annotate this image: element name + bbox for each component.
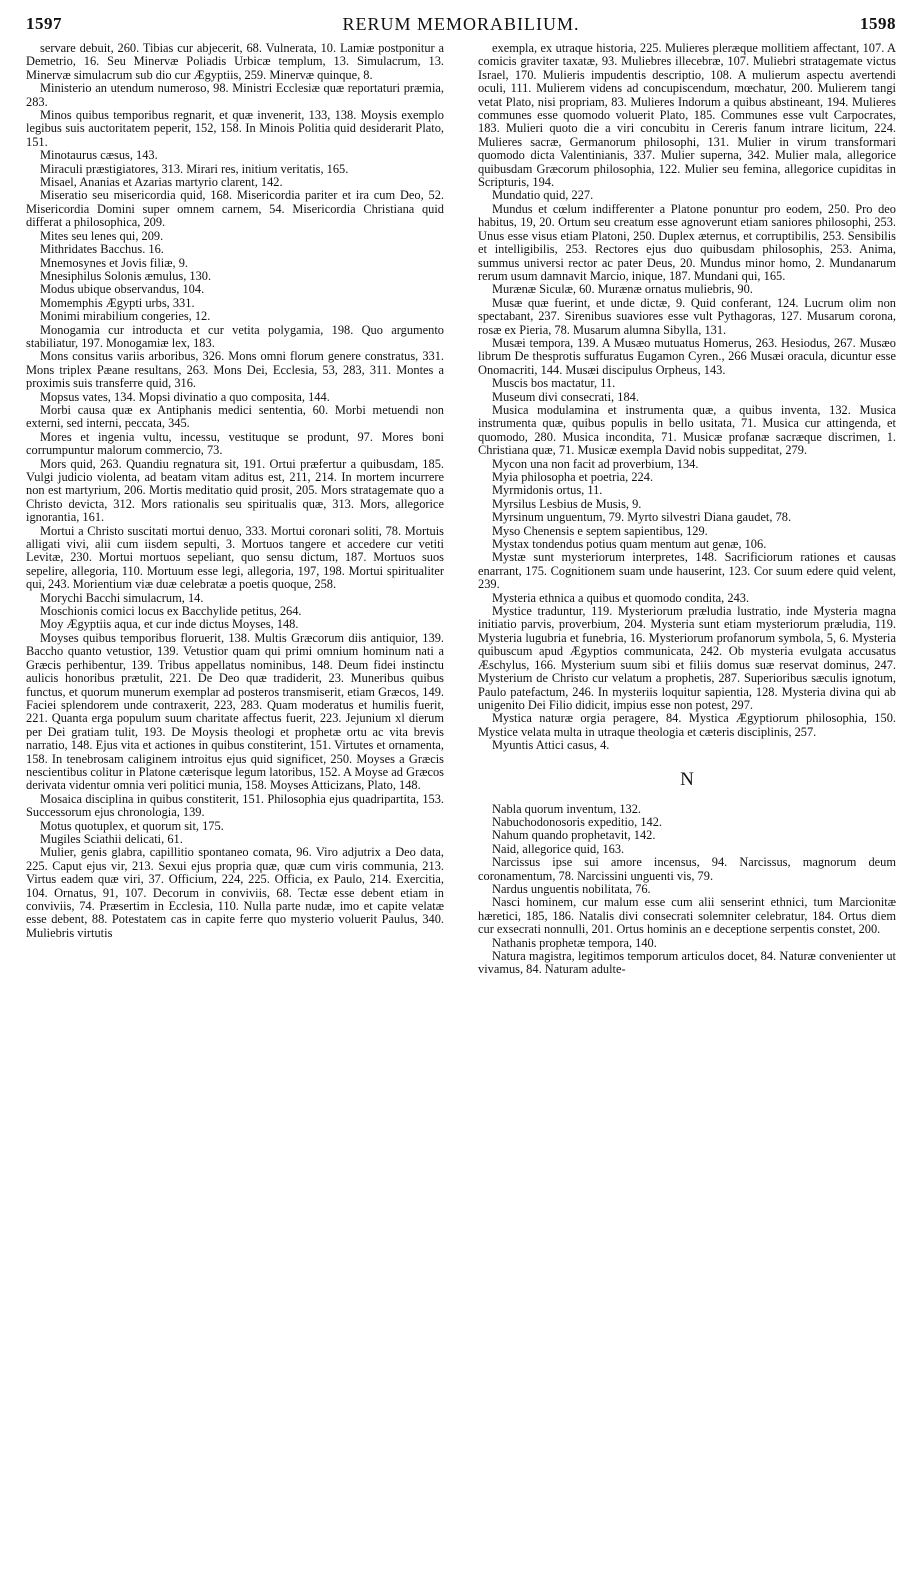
- index-entry: Myia philosopha et poetria, 224.: [492, 470, 654, 484]
- index-entry: Mores et ingenia vultu, incessu, vestituque se produnt, 97. Mores boni corrumpuntur malorum commercio, 73.: [26, 429, 444, 458]
- index-entry: Mites seu lenes qui, 209.: [40, 228, 164, 243]
- index-entry: Nathanis prophetæ tempora, 140.: [492, 935, 657, 950]
- running-title: RERUM MEMORABILIUM.: [342, 14, 580, 34]
- index-entry: Minos quibus temporibus regnarit, et quæ invenerit, 133, 138. Moysis exemplo legibus suis auctoritatem peperit, 152, 158. In Minois Politia quid desiderarit Plato, 151.: [26, 108, 444, 149]
- index-entry: Nasci hominem, cur malum esse cum alii senserint ethnici, tum Marcionitæ hæretici, 185, 186. Natalis divi consecrati solemniter celebratur, 184. Ortus diem cur exsecrati nonnulli, 201. Ortus hominis an e deceptione serpentis constet, 200.: [478, 895, 896, 937]
- index-entry: Muscis bos mactatur, 11.: [492, 376, 616, 391]
- index-entry: Minotaurus cæsus, 143.: [40, 148, 158, 163]
- index-entry: Monimi mirabilium congeries, 12.: [40, 309, 211, 324]
- index-entry: Mnesiphilus Solonis æmulus, 130.: [40, 268, 212, 283]
- index-entry: Mugiles Sciathii delicati, 61.: [40, 831, 183, 846]
- index-entry: Mystica naturæ orgia peragere, 84. Mystica Ægyptiorum philosophia, 150. Mystice velata multa in utraque theologia et cæteris disciplinis, 257.: [478, 711, 896, 739]
- index-entry: Myuntis Attici casus, 4.: [492, 738, 610, 753]
- index-entry: Murænæ Siculæ, 60. Murænæ ornatus muliebris, 90.: [492, 282, 753, 297]
- index-entry: Nabla quorum inventum, 132.: [492, 801, 642, 816]
- index-entry: Myrmidonis ortus, 11.: [492, 483, 603, 498]
- index-entry: Myrsilus Lesbius de Musis, 9.: [492, 496, 642, 511]
- index-entry: Modus ubique observandus, 104.: [40, 282, 205, 297]
- index-entry: Natura magistra, legitimos temporum articulos docet, 84. Naturæ convenienter ut vivamus, 84. Naturam adulte-: [478, 949, 896, 977]
- index-entry: Mystice traduntur, 119. Mysteriorum præludia lustratio, inde Mysteria magna initiatio parvis, proverbium, 204. Mysteria sunt etiam mysteriorum præludia, 119. Mysteria lugubria et funebria, 16. Mysteriorum profanorum symbola, 5, 6. Mysteria quibuscum apud Ægyptios communicata, 242. Ob mysteria evulgata accusatus Æschylus, 166. Mysterium suum sibi et filiis domus suæ reservat dominus, 247. Mysterium de Christo cur velatum a prophetis, 287. Superioribus sæculis ignotum, Paulo patefactum, 246. In mysteriis loquitur sapientia, 128. Mysteria divina qui ab unigenito Dei Filio didicit, impius esse non potest, 297.: [478, 604, 896, 712]
- index-entry: Musæ quæ fuerint, et unde dictæ, 9. Quid conferant, 124. Lucrum olim non spectabant, 237. Sirenibus suaviores esse vult Pythagoras, 127. Musarum corona, rosæ ex Pieria, 78. Musarum alumna Sibylla, 131.: [478, 295, 896, 337]
- index-entry: Monogamia cur introducta et cur vetita polygamia, 198. Quo argumento stabiliatur, 197. Monogamiæ lex, 183.: [26, 322, 444, 350]
- index-entry: Narcissus ipse sui amore incensus, 94. Narcissus, magnorum deum coronamentum, 78. Narcissini unguenti vis, 79.: [478, 855, 896, 883]
- index-entry: Mopsus vates, 134. Mopsi divinatio a quo composita, 144.: [40, 389, 330, 404]
- index-entry: Naid, allegorice quid, 163.: [492, 841, 625, 856]
- index-entry: Motus quotuplex, et quorum sit, 175.: [40, 818, 224, 833]
- index-entry: Nabuchodonosoris expeditio, 142.: [492, 814, 663, 829]
- index-entry: Mundus et cœlum indifferenter a Platone ponuntur pro eodem, 250. Pro deo habitus, 19, 20. Ortum seu creatum esse agnoverunt etiam saniores philosophi, 253. Unus esse visus etiam Platoni, 250. Duplex æternus, et corruptibilis, 253. Sensibilis et intelligibilis, 253. Rectores ejus duo quibusdam philosophis, 253. Anima, summus universi rector ac pater Deus, 20. Mundus minor homo, 2. Mundanarum rerum usum damnavit Marcio, inique, 187. Mundani qui, 165.: [478, 201, 896, 283]
- index-entry: Mons consitus variis arboribus, 326. Mons omni florum genere constratus, 331. Mons triplex Pæane resultans, 263. Mons Dei, Ecclesia, 53, 283, 311. Montes a proximis suis transferre quid, 316.: [26, 349, 444, 391]
- index-entry: Miseratio seu misericordia quid, 168. Misericordia pariter et ira cum Deo, 52. Misericordia Domini super omnem carnem, 54. Misericordia Christiana quid differat a philosophica, 209.: [26, 188, 444, 230]
- index-entry: Morbi causa quæ ex Antiphanis medici sententia, 60. Morbi metuendi non externi, sed interni, peccata, 345.: [26, 402, 444, 431]
- index-entry: Morychi Bacchi simulacrum, 14.: [40, 590, 204, 605]
- index-entry: Musæi tempora, 139. A Musæo mutuatus Homerus, 263. Hesiodus, 267. Musæo librum De thesprotis suffuratus Eugamon Cyren., 266 Musæi oracula, dicuntur esse Onomacriti, 144. Musæi discipulus Orpheus, 143.: [478, 335, 896, 377]
- index-entry: Mors quid, 263. Quandiu regnatura sit, 191. Ortui præfertur a quibusdam, 185. Vulgi judicio violenta, ad beatam vitam aditus est, 211, 214. In mortem incurrere non est martyrium, 206. Mortis meditatio quid prosit, 205. Mors stratagemate quo a Christo devicta, 312. Mors rationalis seu spiritualis quæ, 313. Mors, allegorice ignorantia, 161.: [26, 456, 444, 525]
- index-entry: Musica modulamina et instrumenta quæ, a quibus inventa, 132. Musica instrumenta quæ, quibus populis in bello usitata, 71. Musica cur attingenda, et quomodo, 280. Musica incondita, 71. Musicæ profanæ sacræque discrimen, 1. Christiana quæ, 71. Musicæ exempla David nobis suppeditat, 279.: [478, 402, 896, 458]
- index-entry: Mnemosynes et Jovis filiæ, 9.: [40, 255, 188, 270]
- index-entry: Ministerio an utendum numeroso, 98. Ministri Ecclesiæ quæ reportaturi præmia, 283.: [26, 81, 444, 109]
- index-entry: Mystæ sunt mysteriorum interpretes, 148. Sacrificiorum rationes et causas enarrant, 175. Cognitionem suam unde hauserint, 123. Cor suum edere quid velent, 239.: [478, 550, 896, 592]
- index-entry: Momemphis Ægypti urbs, 331.: [40, 295, 195, 310]
- index-entry: Miraculi præstigiatores, 313. Mirari res, initium veritatis, 165.: [40, 161, 349, 176]
- index-entry: Misael, Ananias et Azarias martyrio clarent, 142.: [40, 175, 283, 190]
- index-entry: Mystax tondendus potius quam mentum aut genæ, 106.: [492, 537, 767, 552]
- index-entry: Mysteria ethnica a quibus et quomodo condita, 243.: [492, 590, 750, 605]
- page-header: [26, 14, 896, 38]
- index-entry: Mundatio quid, 227.: [492, 188, 594, 203]
- section-letter-heading: N: [680, 768, 694, 790]
- page-number-right: 1598: [860, 14, 896, 33]
- index-entry: Mosaica disciplina in quibus constiterit, 151. Philosophia ejus quadripartita, 153. Successorum ejus chronologia, 139.: [26, 791, 444, 820]
- index-entry: Myso Chenensis e septem sapientibus, 129.: [492, 523, 708, 538]
- index-entry: Mithridates Bacchus. 16.: [40, 242, 164, 257]
- index-entry: Moy Ægyptiis aqua, et cur inde dictus Moyses, 148.: [40, 617, 299, 632]
- index-entry: Moschionis comici locus ex Bacchylide petitus, 264.: [40, 604, 302, 619]
- index-entry: servare debuit, 260. Tibias cur abjecerit, 68. Vulnerata, 10. Lamiæ postponitur a Demetrio, 16. Seu Minervæ Poliadis Urbicæ templum, 13. Simulacrum, 13. Minervæ simulacrum sub dio cur Ægyptiis, 259. Minervæ quinque, 8.: [26, 42, 444, 82]
- index-entry: Myrsinum unguentum, 79. Myrto silvestri Diana gaudet, 78.: [492, 510, 792, 525]
- index-entry: Nardus unguentis nobilitata, 76.: [492, 881, 651, 896]
- index-entry: Mulier, genis glabra, capillitio spontaneo comata, 96. Viro adjutrix a Deo data, 225. Caput ejus vir, 213. Sexui ejus propria quæ, quæ cum viris communia, 213. Virtus eadem quæ viri, 37. Officium, 224, 225. Officia, ex Paulo, 214. Exercitia, 104. Ornatus, 91, 107. Decorum in conviviis, 68. Tectæ esse debent etiam in conviviis, 74. Præsertim in Ecclesia, 110. Nulla parte nudæ, imo et capite velatæ esse debent, 88. Potestatem cas in capite ferre quo mysterio voluerit Paulus, 340. Muliebris virtutis: [26, 845, 444, 940]
- left-column: [26, 42, 444, 1572]
- index-entry: Nahum quando prophetavit, 142.: [492, 828, 656, 843]
- index-entry: Museum divi consecrati, 184.: [492, 389, 639, 404]
- page-number-left: 1597: [26, 14, 62, 33]
- index-entry: Mortui a Christo suscitati mortui denuo, 333. Mortui coronari soliti, 78. Mortuis alligati vivi, alii cum iisdem sepulti, 3. Mortuos tangere et accedere cur vetiti Levitæ, 230. Mortui mortuos sepeliant, quo sensu dictum, 187. Mortuos suos sepelire, allegoria, 110. Mortuum esse legi, allegoria, 197, 198. Mortui spiritualiter qui, 243. Morientium viæ duæ celebratæ a poetis quoque, 258.: [26, 523, 444, 592]
- index-entry: Moyses quibus temporibus floruerit, 138. Multis Græcorum diis antiquior, 139. Baccho quanto vetustior, 139. Vetustior quam qui primi omnium hominum nati a Græcis perhibentur, 139. Tribus appellatus nominibus, 148. Deum fidei instinctu aulicis honoribus prætulit, 221. De Deo quæ tradiderit, 23. Muneribus quibus functus, et quorum munerum exemplar ad posteros transmiserit, etiam Græcos, 149. Faciei splendorem unde contraxerit, 223, 283. Quam moderatus et humilis fuerit, 221. Quanta erga populum suum charitate affectus fuerit, 223. Jejunium xl dierum per Dei gratiam tulit, 193. De Moysis theologi et prophetæ ortu ac vita brevis narratio, 148. Ejus vita et actiones in quibus constiterint, 151. Virtutes et ornamenta, 158. In tenebrosam caliginem introitus ejus quid significet, 250. Moyses a Græcis nescientibus colitur in Platone cæterisque legum latoribus, 152. A Moyse ad Græcos derivata videntur omnia veri politici munia, 158. Moyses Atticizans, Plato, 148.: [26, 630, 444, 793]
- index-entry: Mycon una non facit ad proverbium, 134.: [492, 456, 699, 471]
- right-column: [478, 42, 896, 1572]
- index-entry: exempla, ex utraque historia, 225. Mulieres pleræque mollitiem affectant, 107. A comicis graviter taxatæ, 93. Muliebres illecebræ, 107. Muliebri stratagemate victus Israel, 170. Mulieris impudentis descriptio, 108. A mulierum aspectu avertendi oculi, 111. Mulierem videns ad concupiscendum, mœchatur, 200. Mulierem tangi vetat Plato, nisi propriam, 83. Mulieres Indorum a quibus abstineant, 194. Mulieres communes esse quomodo voluerit Plato, 185. Communes esse vult Carpocrates, 183. Mulieri quoto die a viri concubitu in Cereris fanum intrare licitum, 224. Mulieres sacræ, Germanorum philosophi, 131. Mulier in virum transformari quomodo dicta Valentinianis, 337. Mulier superna, 342. Mulier mala, allegorice quibusdam Græcorum philosophia, 122. Mulier seu femina, allegorice cupiditas in Scripturis, 194.: [478, 42, 896, 190]
